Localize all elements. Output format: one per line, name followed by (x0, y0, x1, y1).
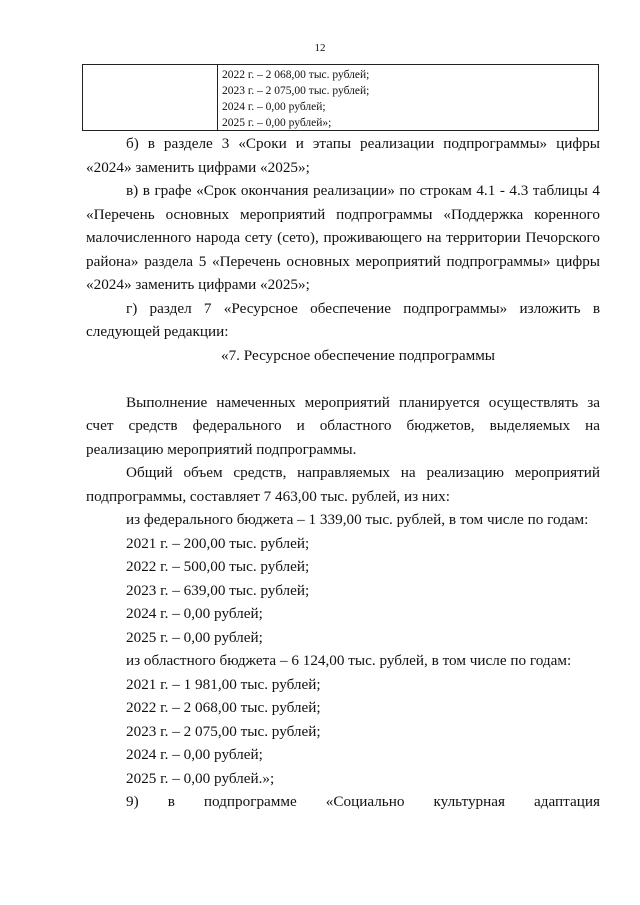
table-line: 2024 г. – 0,00 рублей; (222, 101, 326, 113)
regional-year-item: 2021 г. – 1 981,00 тыс. рублей; (126, 675, 321, 693)
regional-year-item: 2025 г. – 0,00 рублей.»; (126, 769, 275, 787)
federal-year-item: 2025 г. – 0,00 рублей; (126, 628, 263, 646)
word: 9) (126, 793, 139, 810)
table-empty-cell (83, 65, 218, 130)
paragraph-federal: из федерального бюджета – 1 339,00 тыс. рублей, в том числе по годам: (126, 511, 589, 528)
federal-year-item: 2024 г. – 0,00 рублей; (126, 605, 263, 622)
paragraph-regional: из областного бюджета – 6 124,00 тыс. рублей, в том числе по годам: (126, 652, 572, 669)
blank-line (86, 367, 600, 391)
federal-year-item: 2021 г. – 200,00 тыс. рублей; (126, 534, 310, 552)
table-line: 2025 г. – 0,00 рублей»; (222, 117, 332, 129)
word: культурная (433, 793, 505, 810)
word: подпрограмме (203, 793, 297, 810)
document-body (86, 132, 600, 814)
paragraph-g: г) раздел 7 «Ресурсное обеспечение подпрограммы» изложить в следующей редакции: (86, 299, 600, 340)
regional-year-item: 2022 г. – 2 068,00 тыс. рублей; (126, 699, 321, 716)
word: «Социально (325, 793, 405, 810)
paragraph-execution: Выполнение намеченных мероприятий планируется осуществлять за счет средств федерального и областного бюджетов, выделяемых на реализацию мероприятий подпрограммы. (86, 393, 600, 458)
continuation-table (82, 64, 599, 131)
paragraph-b: б) в разделе 3 «Сроки и этапы реализации подпрограммы» цифры «2024» заменить цифрами «2025»; (86, 135, 600, 176)
table-line: 2023 г. – 2 075,00 тыс. рублей; (222, 85, 370, 97)
page-number: 12 (314, 42, 326, 54)
federal-year-item: 2022 г. – 500,00 тыс. рублей; (126, 558, 310, 575)
word: адаптация (534, 793, 600, 810)
regional-year-item: 2023 г. – 2 075,00 тыс. рублей; (126, 722, 321, 740)
paragraph-v: в) в графе «Срок окончания реализации» по строкам 4.1 - 4.3 таблицы 4 «Перечень основных мероприятий подпрограммы «Поддержка коренного малочисленного народа сету (сето), проживающего на территории Печорского района» раздела 5 «Перечень основных мероприятий подпрограммы» цифры «2024» заменить цифрами «2025»; (86, 182, 600, 293)
federal-year-item: 2023 г. – 639,00 тыс. рублей; (126, 581, 310, 599)
table-value-cell (218, 65, 598, 130)
word: в (167, 793, 175, 810)
section-title: «7. Ресурсное обеспечение подпрограммы (220, 346, 496, 364)
regional-year-item: 2024 г. – 0,00 рублей; (126, 746, 263, 763)
paragraph-total: Общий объем средств, направляемых на реализацию мероприятий подпрограммы, составляет 7 463,00 тыс. рублей, из них: (86, 464, 600, 505)
table-line: 2022 г. – 2 068,00 тыс. рублей; (222, 69, 370, 81)
paragraph-9-start (86, 790, 600, 814)
